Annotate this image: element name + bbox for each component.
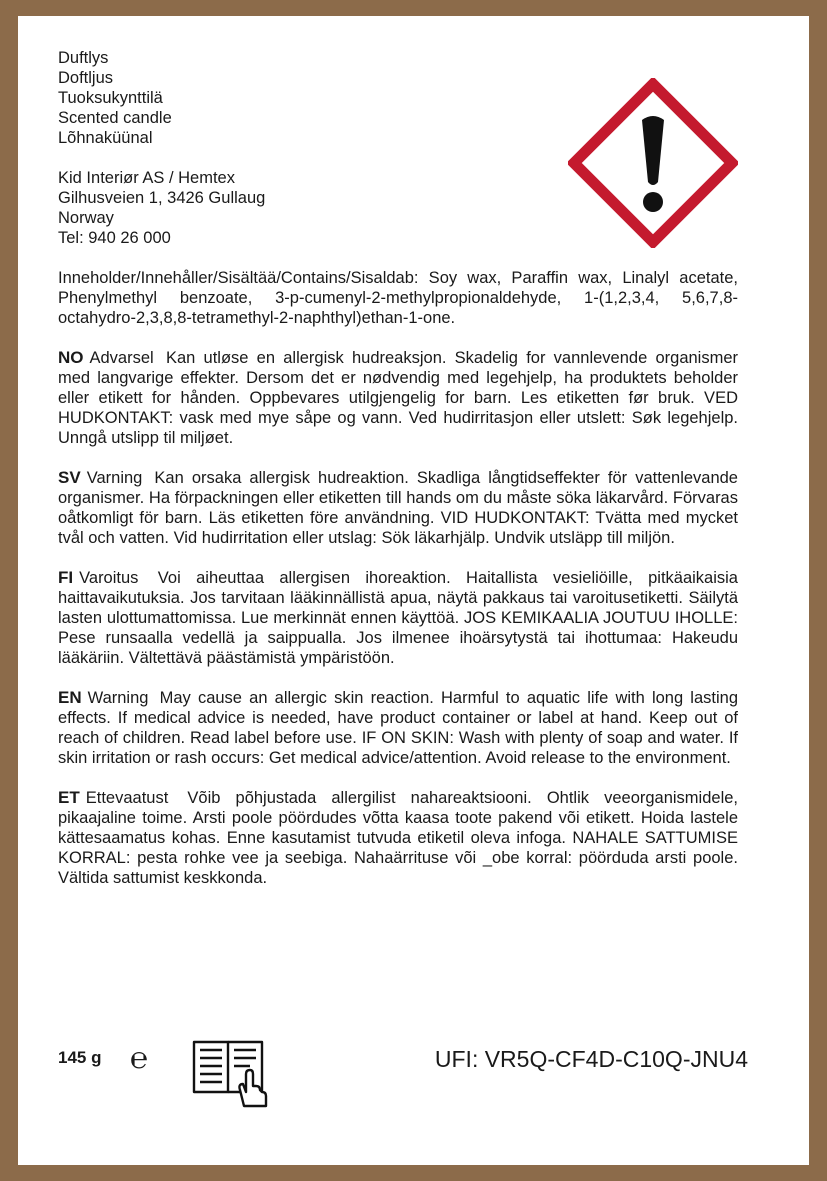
warning-text: Voi aiheuttaa allergisen ihoreaktion. Haitallista vesieliöille, pitkäaikaisia haittavaikutuksia. Jos tarvitaan lääkinnällistä apua, näytä pakkaus tai varoitusetiketti. Säilytä lasten ulottumattomissa. Lue merkinnät ennen käyttöä. JOS KEMIKAALIA JOUTUU IHOLLE: Pese runsaalla vedellä ja saippualla. Jos ilmenee ihoärsytystä tai ihottumaa: Hakeudu lääkäriin. Vältettävä päästämistä ympäristöön. (58, 569, 738, 667)
warning-no (58, 348, 738, 448)
net-weight: 145 g (58, 1048, 102, 1067)
product-name-no: Duftlys (58, 49, 109, 67)
language-code: EN (58, 688, 82, 707)
ghs07-exclamation-icon (568, 78, 738, 248)
signal-word: Ettevaatust (85, 789, 169, 807)
ufi-code: UFI: VR5Q-CF4D-C10Q-JNU4 (434, 1046, 748, 1072)
warning-text: May cause an allergic skin reaction. Harmful to aquatic life with long lasting effects. If medical advice is needed, have product container or label at hand. Keep out of reach of children. Read label before use. IF ON SKIN: Wash with plenty of soap and water. If skin irritation or rash occurs: Get medical advice/attention. Avoid release to the environment. (58, 689, 739, 767)
company-phone: Tel: 940 26 000 (58, 229, 171, 247)
signal-word: Advarsel (89, 349, 154, 367)
language-code: NO (58, 348, 84, 367)
language-code: ET (58, 788, 80, 807)
company-address: Gilhusveien 1, 3426 Gullaug (58, 189, 266, 207)
product-name-en: Scented candle (58, 109, 172, 127)
label-footer (58, 1034, 748, 1114)
warning-en (58, 688, 738, 768)
warning-et (58, 788, 738, 888)
company-country: Norway (58, 209, 114, 227)
product-name-fi: Tuoksukynttilä (58, 89, 163, 107)
signal-word: Warning (87, 689, 149, 707)
warning-fi (58, 568, 738, 668)
read-manual-icon (190, 1036, 270, 1108)
estimated-sign-icon: ℮ (130, 1042, 149, 1075)
ingredients: Inneholder/Innehåller/Sisältää/Contains/Sisaldab: Soy wax, Paraffin wax, Linalyl acetate, Phenylmethyl benzoate, 3-p-cumenyl-2-methylpropionaldehyde, 1-(1,2,3,4, 5,6,7,8-octahydro-2,3,8,8-tetramethyl-2-naphthyl)ethan-1-one. (58, 269, 738, 327)
signal-word: Varoitus (79, 569, 139, 587)
language-code: FI (58, 568, 74, 587)
language-code: SV (58, 468, 81, 487)
product-name-sv: Doftljus (58, 69, 114, 87)
warning-sv (58, 468, 738, 548)
warning-text: Kan utløse en allergisk hudreaksjon. Skadelig for vannlevende organismer med langvarige effekter. Dersom det er nødvendig med legehjelp, ha produktets beholder eller etikett for hånden. Oppbevares utilgjengelig for barn. Les etiketten før bruk. VED HUDKONTAKT: vask med mye såpe og vann. Ved hudirritasjon eller utslett: Søk legehjelp. Unngå utslipp til miljøet. (58, 349, 738, 447)
product-name-et: Lõhnaküünal (58, 129, 153, 147)
warning-text: Võib põhjustada allergilist nahareaktsiooni. Ohtlik veeorganismidele, pikaajaline toime. Arsti poole pöördudes võtta kaasa toote pakend või etikett. Hoida lastele kättesaamatus kohas. Enne kasutamist tutvuda etiketil oleva infoga. NAHALE SATTUMISE KORRAL: pesta rohke vee ja seebiga. Nahaärrituse või _obe korral: pöörduda arsti poole. Vältida sattumist keskkonda. (58, 789, 738, 887)
company-name: Kid Interiør AS / Hemtex (58, 169, 235, 187)
signal-word: Varning (86, 469, 143, 487)
warning-text: Kan orsaka allergisk hudreaktion. Skadliga långtidseffekter för vattenlevande organismer. Ha förpackningen eller etiketten till hands om du måste söka läkarvård. Förvaras oåtkomligt för barn. Läs etiketten före användning. VID HUDKONTAKT: Tvätta med mycket tvål och vatten. Vid hudirritation eller utslag: Sök läkarhjälp. Undvik utsläpp till miljön. (58, 469, 738, 547)
